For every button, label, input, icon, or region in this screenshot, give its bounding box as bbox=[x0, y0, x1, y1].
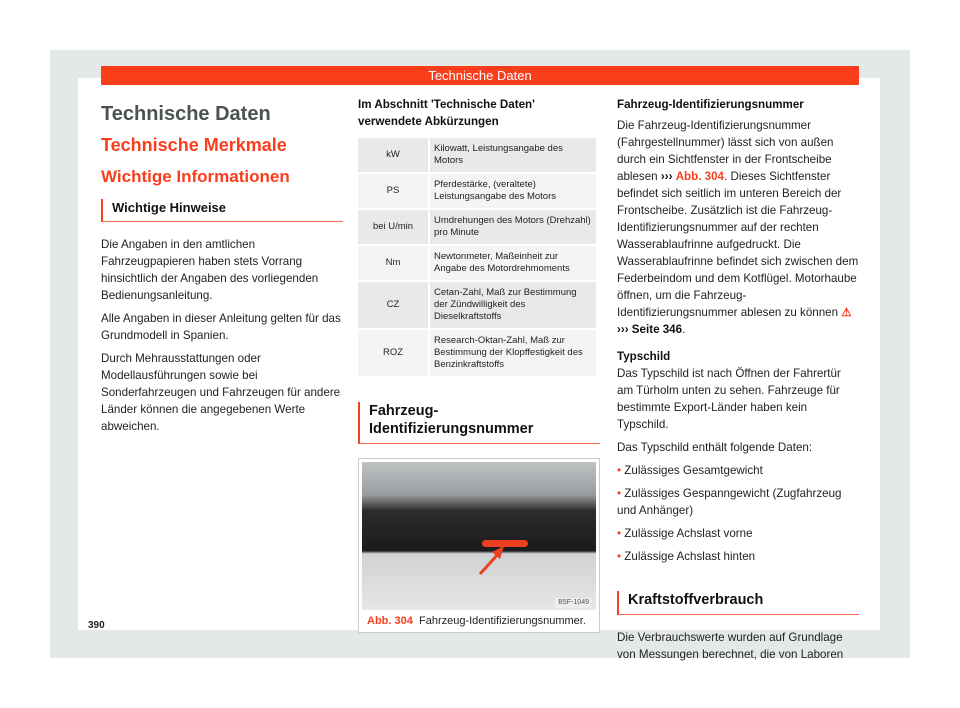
section-heading: Wichtige Hinweise bbox=[101, 199, 343, 222]
bullet-icon: • bbox=[617, 487, 622, 500]
table-row bbox=[358, 246, 596, 280]
desc-cell: Cetan-Zahl, Maß zur Bestimmung der Zündwilligkeit des Dieselkraftstoffs bbox=[430, 282, 596, 328]
windshield-photo bbox=[362, 462, 596, 610]
desc-cell: Kilowatt, Leistungsangabe des Motors bbox=[430, 138, 596, 172]
abbr-cell: CZ bbox=[358, 282, 428, 328]
section-heading: Kraftstoffverbrauch bbox=[617, 591, 859, 615]
paragraph: Alle Angaben in dieser Anleitung gelten für das Grundmodell in Spanien. bbox=[101, 312, 341, 342]
desc-cell: Pferdestärke, (veraltete) Leistungsangabe des Motors bbox=[430, 174, 596, 208]
subtitle: Technische Merkmale bbox=[101, 135, 287, 155]
list-item bbox=[617, 525, 859, 542]
page-number: 390 bbox=[88, 620, 105, 631]
abbr-cell: PS bbox=[358, 174, 428, 208]
figure bbox=[358, 458, 600, 633]
table-row bbox=[358, 210, 596, 244]
figure-code: B5F-1049 bbox=[555, 598, 592, 608]
table-row bbox=[358, 330, 596, 376]
figure-caption bbox=[367, 614, 586, 628]
warning-icon: ⚠ bbox=[841, 306, 852, 319]
caption-text: Fahrzeug-Identifizierungsnummer. bbox=[418, 615, 586, 627]
right-column bbox=[617, 96, 859, 669]
table-title: Im Abschnitt 'Technische Daten' verwendete Abkürzungen bbox=[358, 98, 535, 128]
abbr-cell: Nm bbox=[358, 246, 428, 280]
page-title: Technische Daten bbox=[101, 103, 271, 125]
abbr-cell: ROZ bbox=[358, 330, 428, 376]
list-item bbox=[617, 548, 859, 565]
abbr-cell: bei U/min bbox=[358, 210, 428, 244]
table-row bbox=[358, 174, 596, 208]
middle-column bbox=[358, 96, 600, 633]
text: . Dieses Sichtfenster befindet sich seitlich im unteren Bereich der Frontscheibe. Zusätzlich ist die Fahrzeug-Identifizierungsnummer auf der rechten Wasserablaufrinne aufgedruckt. Die Wasserablaufrinne befindet sich zwischen dem Federbeindom und dem Kotflügel. Motorhaube öffnen, um die Fahrzeug-Identifizierungsnummer ablesen zu können bbox=[617, 170, 859, 319]
list-text: Zulässige Achslast vorne bbox=[624, 527, 753, 540]
arrow-icon bbox=[362, 462, 596, 610]
paragraph: Das Typschild ist nach Öffnen der Fahrertür am Türholm unten zu sehen. Fahrzeuge für bestimmte Export-Länder haben kein Typschild. bbox=[617, 367, 841, 431]
paragraph: Die Angaben in den amtlichen Fahrzeugpapieren haben stets Vorrang hinsichtlich der Angaben des vorliegenden Bedienungsanleitung. bbox=[101, 238, 319, 302]
section-heading: Fahrzeug-Identifizierungsnummer bbox=[358, 402, 600, 444]
chapter-header: Technische Daten bbox=[101, 66, 859, 85]
bullet-icon: • bbox=[617, 464, 622, 477]
left-column bbox=[101, 96, 343, 441]
ref-arrows: ››› bbox=[660, 170, 673, 183]
desc-cell: Newtonmeter, Maßeinheit zur Angabe des Motordrehmoments bbox=[430, 246, 596, 280]
typschild-heading: Typschild bbox=[617, 350, 671, 363]
bullet-icon: • bbox=[617, 550, 622, 563]
list-text: Zulässiges Gespanngewicht (Zugfahrzeug und Anhänger) bbox=[617, 487, 842, 517]
paragraph: Die Verbrauchswerte wurden auf Grundlage von Messungen berechnet, die von Laboren bbox=[617, 631, 844, 661]
list-text: Zulässige Achslast hinten bbox=[624, 550, 756, 563]
figure-label: Abb. 304 bbox=[367, 615, 413, 627]
vin-heading: Fahrzeug-Identifizierungsnummer bbox=[617, 98, 804, 111]
list-item bbox=[617, 485, 859, 519]
desc-cell: Research-Oktan-Zahl, Maß zur Bestimmung der Klopffestigkeit des Benzinkraftstoffs bbox=[430, 330, 596, 376]
table-row bbox=[358, 138, 596, 172]
table-row bbox=[358, 282, 596, 328]
bullet-icon: • bbox=[617, 527, 622, 540]
text: Die Fahrzeug-Identifizierungsnummer (Fahrgestellnummer) lässt sich von außen durch ein Sichtfenster in der Frontscheibe ablesen bbox=[617, 119, 834, 183]
abbr-cell: kW bbox=[358, 138, 428, 172]
paragraph: Durch Mehrausstattungen oder Modellausführungen sowie bei Sonderfahrzeugen und Fahrzeugen für andere Länder können die angegebenen Werte abweichen. bbox=[101, 352, 341, 433]
abbreviation-table bbox=[356, 136, 598, 378]
sub-subtitle: Wichtige Informationen bbox=[101, 167, 290, 186]
page-link[interactable]: ››› Seite 346 bbox=[617, 323, 683, 336]
paragraph: Das Typschild enthält folgende Daten: bbox=[617, 441, 813, 454]
list-text: Zulässiges Gesamtgewicht bbox=[624, 464, 763, 477]
list-item bbox=[617, 462, 859, 479]
paragraph: Die Fahrzeug-Identifizierungsnummer (Fahrgestellnummer) lässt sich von außen durch ein Sichtfenster in der Frontscheibe ablesen ››› Abb. 304. Dieses Sichtfenster befindet sich seitlich im unteren Bereich der Frontscheibe. Zusätzlich ist die Fahrzeug-Identifizierungsnummer auf der rechten Wasserablaufrinne aufgedruckt. Die Wasserablaufrinne befindet sich zwischen dem Federbeindom und dem Kotflügel. Motorhaube öffnen, um die Fahrzeug-Identifizierungsnummer ablesen zu können ⚠ ››› Seite 346. bbox=[617, 119, 859, 336]
figure-link[interactable]: Abb. 304 bbox=[675, 170, 725, 183]
desc-cell: Umdrehungen des Motors (Drehzahl) pro Minute bbox=[430, 210, 596, 244]
